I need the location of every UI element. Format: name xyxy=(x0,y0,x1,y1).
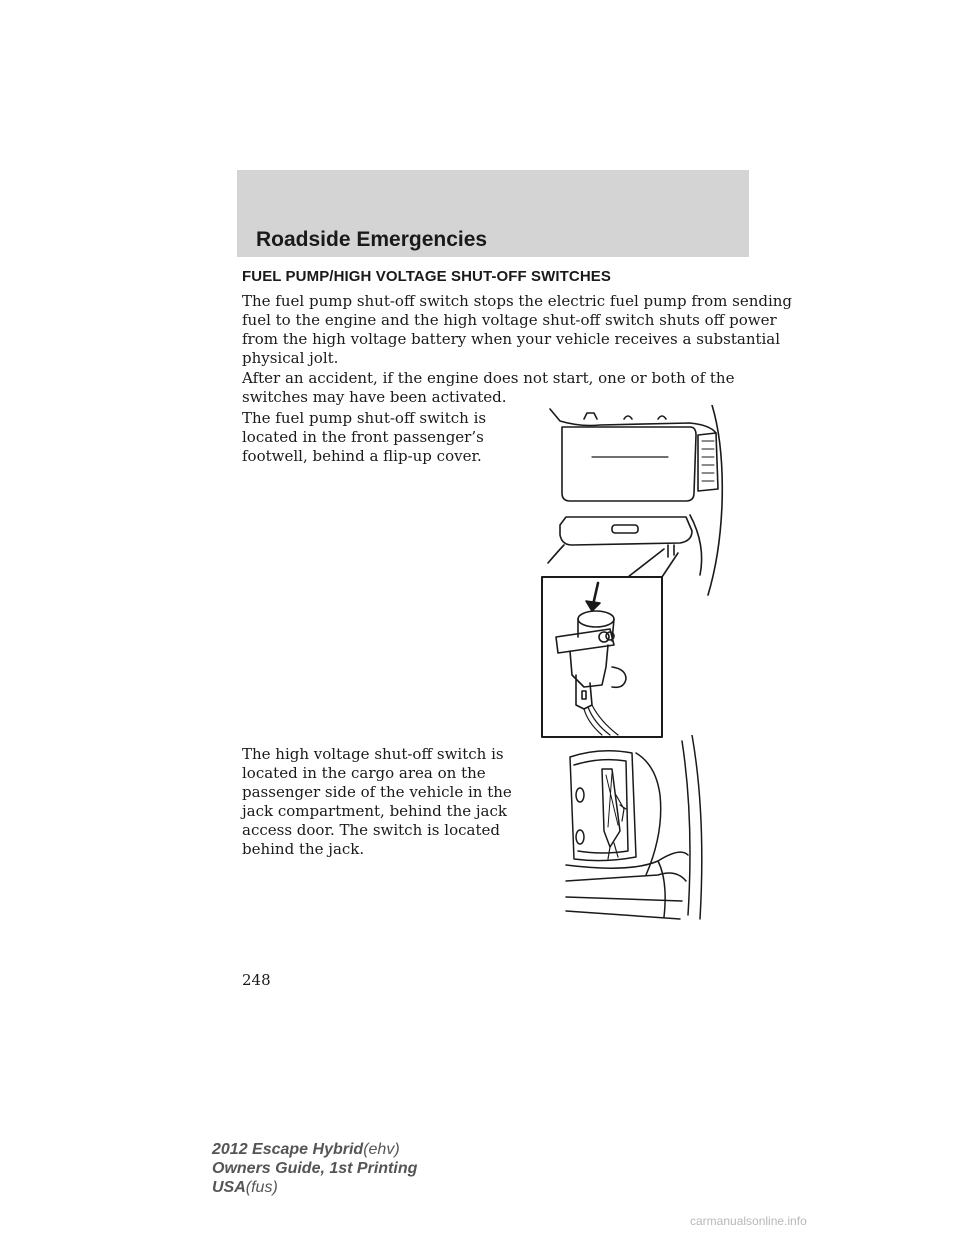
section-heading: FUEL PUMP/HIGH VOLTAGE SHUT-OFF SWITCHES xyxy=(242,268,612,285)
text-line: passenger side of the vehicle in the xyxy=(242,783,512,801)
text-line: located in the front passenger’s xyxy=(242,428,484,446)
text-line: jack compartment, behind the jack xyxy=(242,802,507,820)
fuel-pump-switch-illustration xyxy=(540,405,730,740)
text-line: access door. The switch is located xyxy=(242,821,500,839)
text-line: footwell, behind a flip-up cover. xyxy=(242,447,482,465)
intro-paragraph xyxy=(242,292,792,368)
footer-market-code: (fus) xyxy=(245,1179,278,1196)
footer-edition-info xyxy=(212,1140,417,1197)
footer-market: USA xyxy=(212,1179,246,1196)
footer-printing: Owners Guide, 1st Printing xyxy=(212,1160,418,1177)
footer-model-code: (ehv) xyxy=(363,1141,400,1158)
page-title: Roadside Emergencies xyxy=(256,228,488,251)
page-number: 248 xyxy=(242,971,271,989)
footer-model: 2012 Escape Hybrid xyxy=(212,1141,364,1158)
text-line: located in the cargo area on the xyxy=(242,764,486,782)
text-line: fuel to the engine and the high voltage shut-off switch shuts off power xyxy=(242,311,777,329)
accident-paragraph xyxy=(242,369,734,407)
text-line: behind the jack. xyxy=(242,840,365,858)
text-line: The fuel pump shut-off switch stops the electric fuel pump from sending xyxy=(242,292,793,310)
text-line: switches may have been activated. xyxy=(242,388,507,406)
high-voltage-paragraph xyxy=(242,745,512,859)
text-line: physical jolt. xyxy=(242,349,339,367)
text-line: After an accident, if the engine does not start, one or both of the xyxy=(242,369,735,387)
text-line: from the high voltage battery when your vehicle receives a substantial xyxy=(242,330,781,348)
fuel-pump-paragraph xyxy=(242,409,486,466)
watermark: carmanualsonline.info xyxy=(690,1214,807,1228)
text-line: The fuel pump shut-off switch is xyxy=(242,409,487,427)
high-voltage-switch-illustration xyxy=(560,735,725,925)
text-line: The high voltage shut-off switch is xyxy=(242,745,504,763)
